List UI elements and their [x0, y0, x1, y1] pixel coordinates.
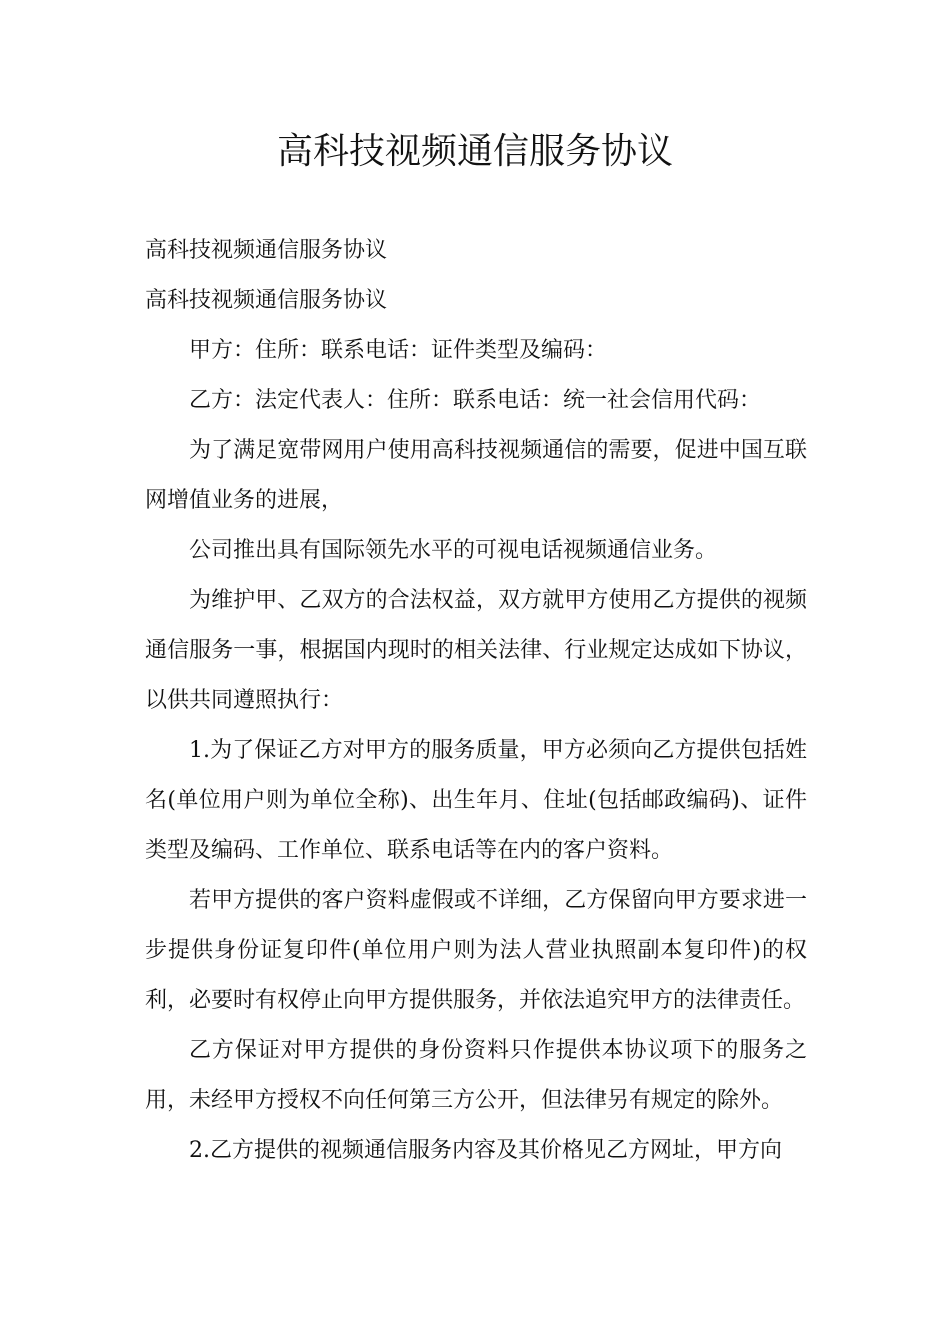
paragraph-7: 为维护甲、乙双方的合法权益，双方就甲方使用乙方提供的视频通信服务一事，根据国内现时的相关法律、行业规定达成如下协议，以供共同遵照执行： — [145, 588, 807, 713]
paragraph-8: 1.为了保证乙方对甲方的服务质量，甲方必须向乙方提供包括姓名(单位用户则为单位全称)、出生年月、住址(包括邮政编码)、证件类型及编码、工作单位、联系电话等在内的客户资料。 — [145, 738, 807, 863]
document-body — [145, 226, 807, 1176]
document-title: 高科技视频通信服务协议 — [276, 131, 673, 172]
paragraph-5: 为了满足宽带网用户使用高科技视频通信的需要，促进中国互联网增值业务的进展， — [145, 438, 807, 513]
paragraph-2: 高科技视频通信服务协议 — [145, 288, 388, 313]
paragraph-6: 公司推出具有国际领先水平的可视电话视频通信业务。 — [189, 538, 718, 563]
paragraph-10: 乙方保证对甲方提供的身份资料只作提供本协议项下的服务之用，未经甲方授权不向任何第三方公开，但法律另有规定的除外。 — [145, 1038, 807, 1113]
paragraph-3: 甲方：住所：联系电话：证件类型及编码： — [189, 338, 608, 363]
paragraph-4: 乙方：法定代表人：住所：联系电话：统一社会信用代码： — [189, 388, 762, 413]
paragraph-9: 若甲方提供的客户资料虚假或不详细，乙方保留向甲方要求进一步提供身份证复印件(单位用户则为法人营业执照副本复印件)的权利，必要时有权停止向甲方提供服务，并依法追究甲方的法律责任。 — [145, 888, 807, 1013]
paragraph-11: 2.乙方提供的视频通信服务内容及其价格见乙方网址，甲方向 — [189, 1138, 782, 1163]
paragraph-1: 高科技视频通信服务协议 — [145, 238, 388, 263]
